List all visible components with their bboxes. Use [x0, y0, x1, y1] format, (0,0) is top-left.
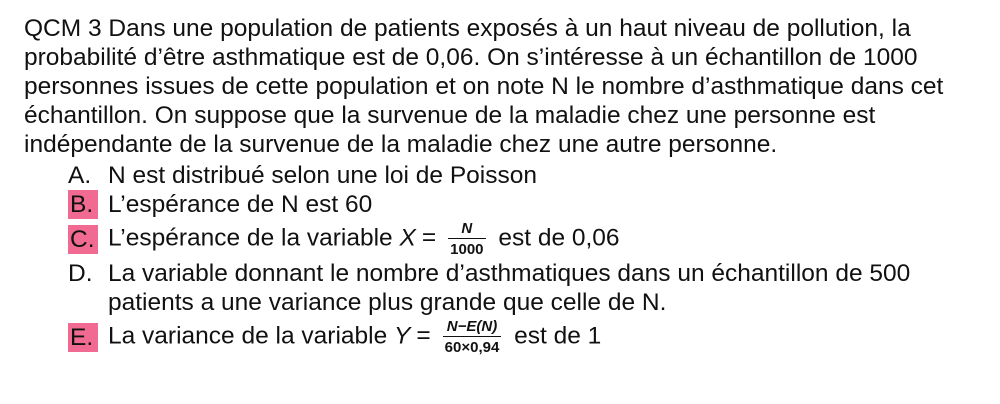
- option-c-letter: C.: [68, 225, 98, 254]
- qcm-page: [24, 14, 984, 357]
- option-e-eq: =: [416, 322, 431, 350]
- option-e-frac-den: 60×0,94: [444, 339, 500, 356]
- option-e-letter: E.: [68, 323, 98, 352]
- option-a[interactable]: [24, 161, 984, 190]
- option-d-letter: D.: [68, 260, 93, 287]
- option-e-frac-num: N−E(N): [446, 318, 498, 335]
- option-a-letter: A.: [68, 162, 92, 189]
- option-c-suffix: est de 0,06: [498, 224, 620, 252]
- option-c[interactable]: [24, 219, 984, 259]
- option-c-text: [108, 220, 620, 258]
- option-b-text: L’espérance de N est 60: [108, 191, 373, 218]
- option-d-text: La variable donnant le nombre d’asthmatiques dans un échantillon de 500 patients a une variance plus grande que celle de N.: [108, 260, 911, 316]
- option-a-text: N est distribué selon une loi de Poisson: [108, 162, 538, 189]
- option-c-prefix: L’espérance de la variable: [108, 224, 393, 252]
- option-e-suffix: est de 1: [514, 322, 602, 350]
- option-c-var: X: [399, 224, 416, 252]
- option-e-prefix: La variance de la variable: [108, 322, 388, 350]
- option-e-var: Y: [394, 322, 411, 350]
- question-text: QCM 3 Dans une population de patients exposés à un haut niveau de pollution, la probabilité d’être asthmatique est de 0,06. On s’intéresse à un échantillon de 1000 personnes issues de cette population et on note N le nombre d’asthmatique dans cet échantillon. On suppose que la survenue de la maladie chez une personne est indépendante de la survenue de la maladie chez une autre personne.: [24, 15, 944, 158]
- option-b-letter: B.: [68, 190, 98, 219]
- option-e-frac-bar: [443, 336, 502, 337]
- option-c-fraction: [448, 220, 485, 258]
- option-c-frac-bar: [448, 238, 485, 239]
- option-e-fraction: [443, 318, 502, 356]
- option-c-eq: =: [421, 224, 437, 252]
- option-e-text: [108, 318, 601, 356]
- option-d[interactable]: [24, 259, 984, 317]
- option-c-frac-den: 1000: [450, 241, 484, 258]
- options-list: [24, 161, 984, 357]
- option-e[interactable]: [24, 317, 984, 357]
- option-b[interactable]: [24, 190, 984, 219]
- option-c-frac-num: N: [461, 220, 473, 237]
